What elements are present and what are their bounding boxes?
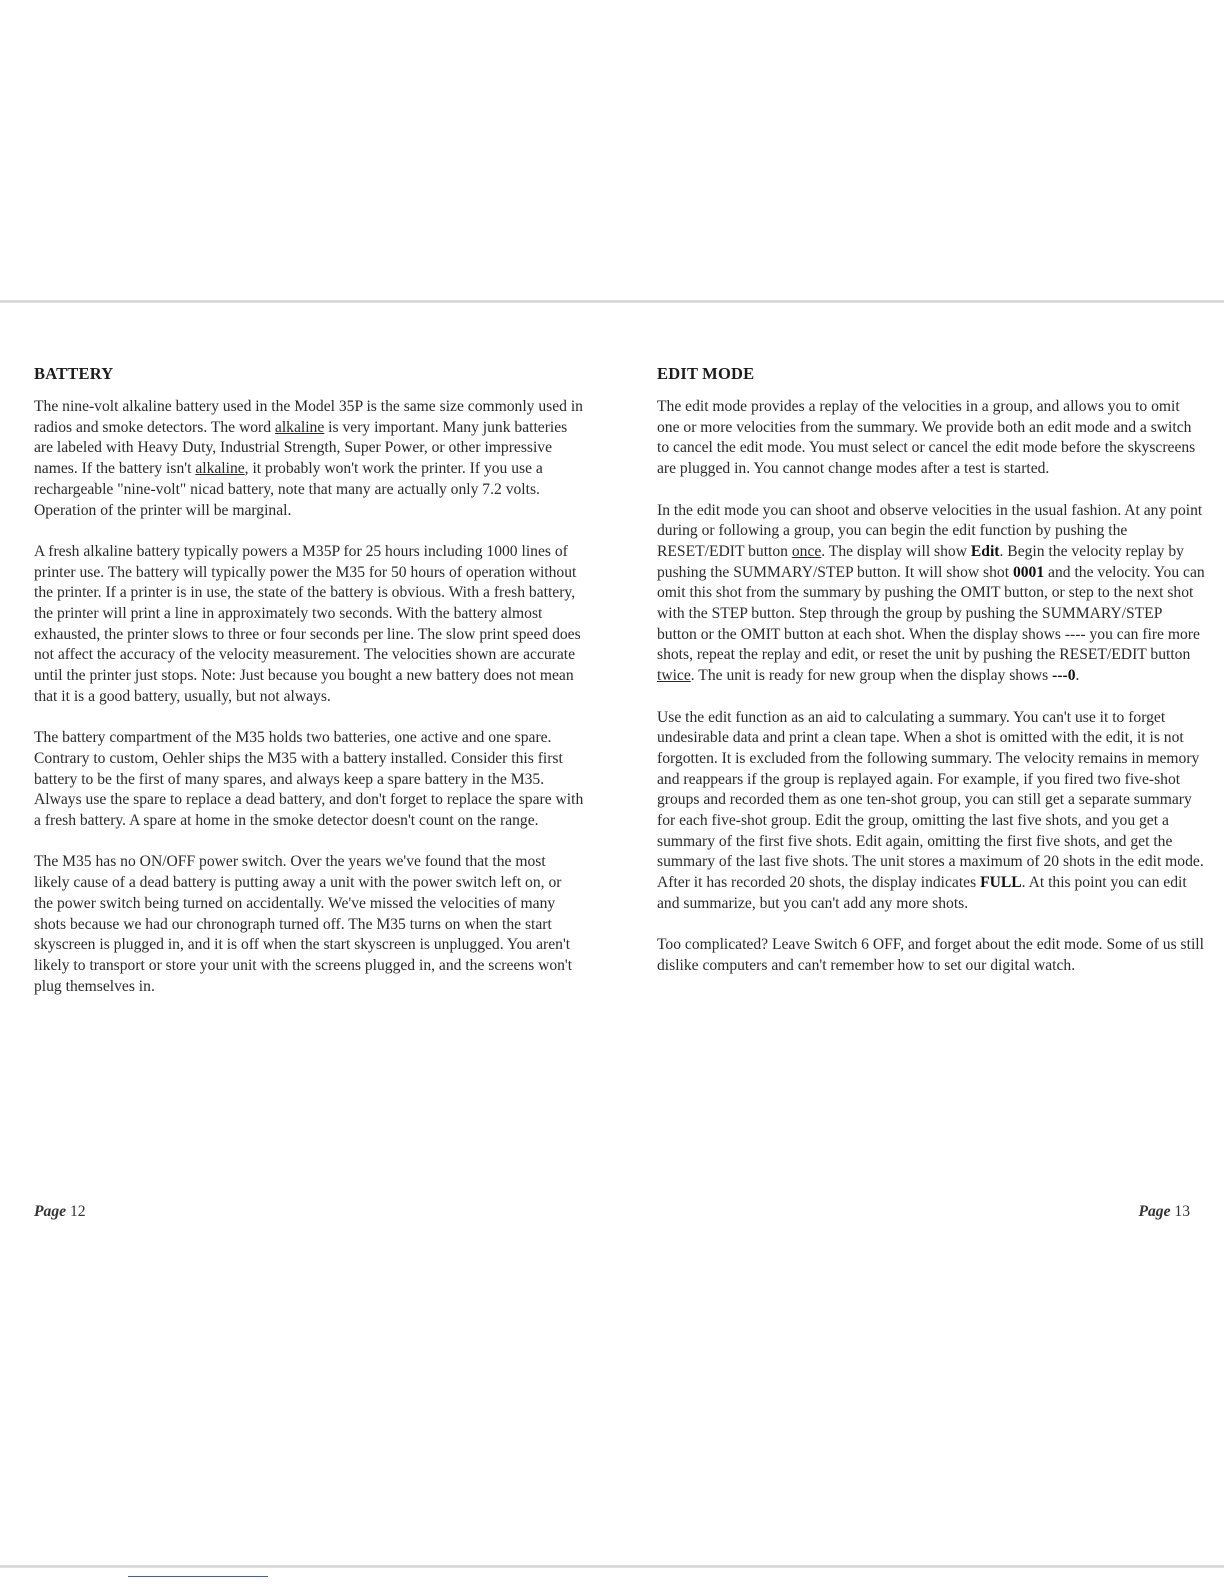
edit-mode-heading: EDIT MODE xyxy=(657,364,755,383)
battery-heading: BATTERY xyxy=(34,364,114,383)
text-run: In the edit mode you can shoot and observe velocities in the usual fashion. At any point during or following a group, you can begin the edit function by pushing the RESET/EDIT button xyxy=(657,501,1203,560)
battery-paragraph-2: A fresh alkaline battery typically powers a M35P for 25 hours including 1000 lines of printer use. The battery will typically power the M35 for 50 hours of operation without the printer. If a printer is in use, the state of the battery is obvious. With a fresh battery, the printer will print a line in approximately two seconds. With the battery almost exhausted, the printer slows to three or four seconds per line. The slow print speed does not affect the accuracy of the velocity measurement. The velocities shown are accurate until the printer just stops. Note: Just because you bought a new battery does not mean that it is a good battery, usually, but not always. xyxy=(34,542,581,705)
scan-artifact-line xyxy=(128,1576,268,1577)
right-page xyxy=(657,360,1205,997)
text-run: The nine-volt alkaline battery used in the Model 35P is the same size commonly used in radios and smoke detectors. The word xyxy=(34,398,583,436)
underlined-once: once xyxy=(791,542,822,560)
bold-dashes-0: ---0 xyxy=(1052,667,1076,685)
bold-edit: Edit xyxy=(970,542,1000,560)
page-label: Page xyxy=(34,1203,67,1220)
edit-paragraph-3 xyxy=(657,708,1205,915)
text-run: . At this point you can edit and summarize, but you can't add any more shots. xyxy=(657,874,1187,912)
text-run: is very important. Many junk batteries are labeled with Heavy Duty, Industrial Strength, Super Power, or other impressive names. If the battery isn't xyxy=(34,418,568,478)
left-page xyxy=(34,360,584,1018)
underlined-alkaline: alkaline xyxy=(195,460,245,478)
battery-paragraph-3: The battery compartment of the M35 holds two batteries, one active and one spare. Contrary to custom, Oehler ships the M35 with a battery installed. Consider this first battery to be the first of many spares, and always keep a spare battery in the M35. Always use the spare to replace a dead battery, and don't forget to replace the spare with a fresh battery. A spare at home in the smoke detector doesn't count on the range. xyxy=(34,729,584,830)
battery-paragraph-1 xyxy=(34,397,584,521)
page-number-value: 13 xyxy=(1174,1203,1190,1220)
text-run: and the velocity. You can omit this shot from the summary by pushing the OMIT button, or step to the next shot with the STEP button. Step through the group by pushing the SUMMARY/STEP button or the OMIT button at each shot. When the display shows ---- you can fire more shots, repeat the replay and edit, or reset the unit by pushing the RESET/EDIT button xyxy=(657,563,1205,664)
underlined-twice: twice xyxy=(657,667,691,685)
edit-paragraph-4: Too complicated? Leave Switch 6 OFF, and forget about the edit mode. Some of us still dislike computers and can't remember how to set our digital watch. xyxy=(657,936,1204,974)
bold-0001: 0001 xyxy=(1012,563,1045,581)
underlined-alkaline: alkaline xyxy=(274,418,325,436)
edit-paragraph-1: The edit mode provides a replay of the velocities in a group, and allows you to omit one or more velocities from the summary. We provide both an edit mode and a switch to cancel the edit mode. You must select or cancel the edit mode before the skyscreens are plugged in. You cannot change modes after a test is started. xyxy=(657,398,1196,478)
battery-paragraph-4: The M35 has no ON/OFF power switch. Over the years we've found that the most likely cause of a dead battery is putting away a unit with the power switch left on, or the power switch being turned on accidentally. We've missed the velocities of many shots because we had our chronograph turned off. The M35 turns on when the start skyscreen is plugged in, and it is off when the start skyscreen is unplugged. You aren't likely to transport or store your unit with the screens plugged in, and the screens won't plug themselves in. xyxy=(34,853,573,995)
edit-paragraph-2 xyxy=(657,501,1205,687)
text-run: . The display will show xyxy=(821,542,971,560)
page-number-value: 12 xyxy=(69,1203,86,1220)
page-label: Page xyxy=(1138,1203,1171,1220)
top-divider xyxy=(0,300,1224,303)
bottom-divider xyxy=(0,1565,1224,1568)
text-run: . Begin the velocity replay by pushing the SUMMARY/STEP button. It will show shot xyxy=(657,542,1184,581)
page-number-right xyxy=(1138,1203,1190,1221)
text-run: , it probably won't work the printer. If you use a rechargeable "nine-volt" nicad battery, note that many are actually only 7.2 volts. Operation of the printer will be marginal. xyxy=(34,460,543,519)
text-run: . xyxy=(1075,667,1080,685)
text-run: Use the edit function as an aid to calculating a summary. You can't use it to forget undesirable data and print a clean tape. When a shot is omitted with the edit, it is not forgotten. It is excluded from the following summary. The velocity remains in memory and reappears if the group is replayed again. For example, if you fired two five-shot groups and recorded them as one ten-shot group, you can still get a separate summary for each five-shot group. Edit the group, omitting the last five shots, and you get a summary of the first five shots. Edit again, omitting the first five shots, and get the summary of the last five shots. The unit stores a maximum of 20 shots in the edit mode. After it has recorded 20 shots, the display indicates xyxy=(657,708,1204,892)
page-number-left xyxy=(34,1203,86,1221)
text-run: . The unit is ready for new group when the display shows xyxy=(690,667,1053,685)
bold-full: FULL xyxy=(980,874,1022,892)
